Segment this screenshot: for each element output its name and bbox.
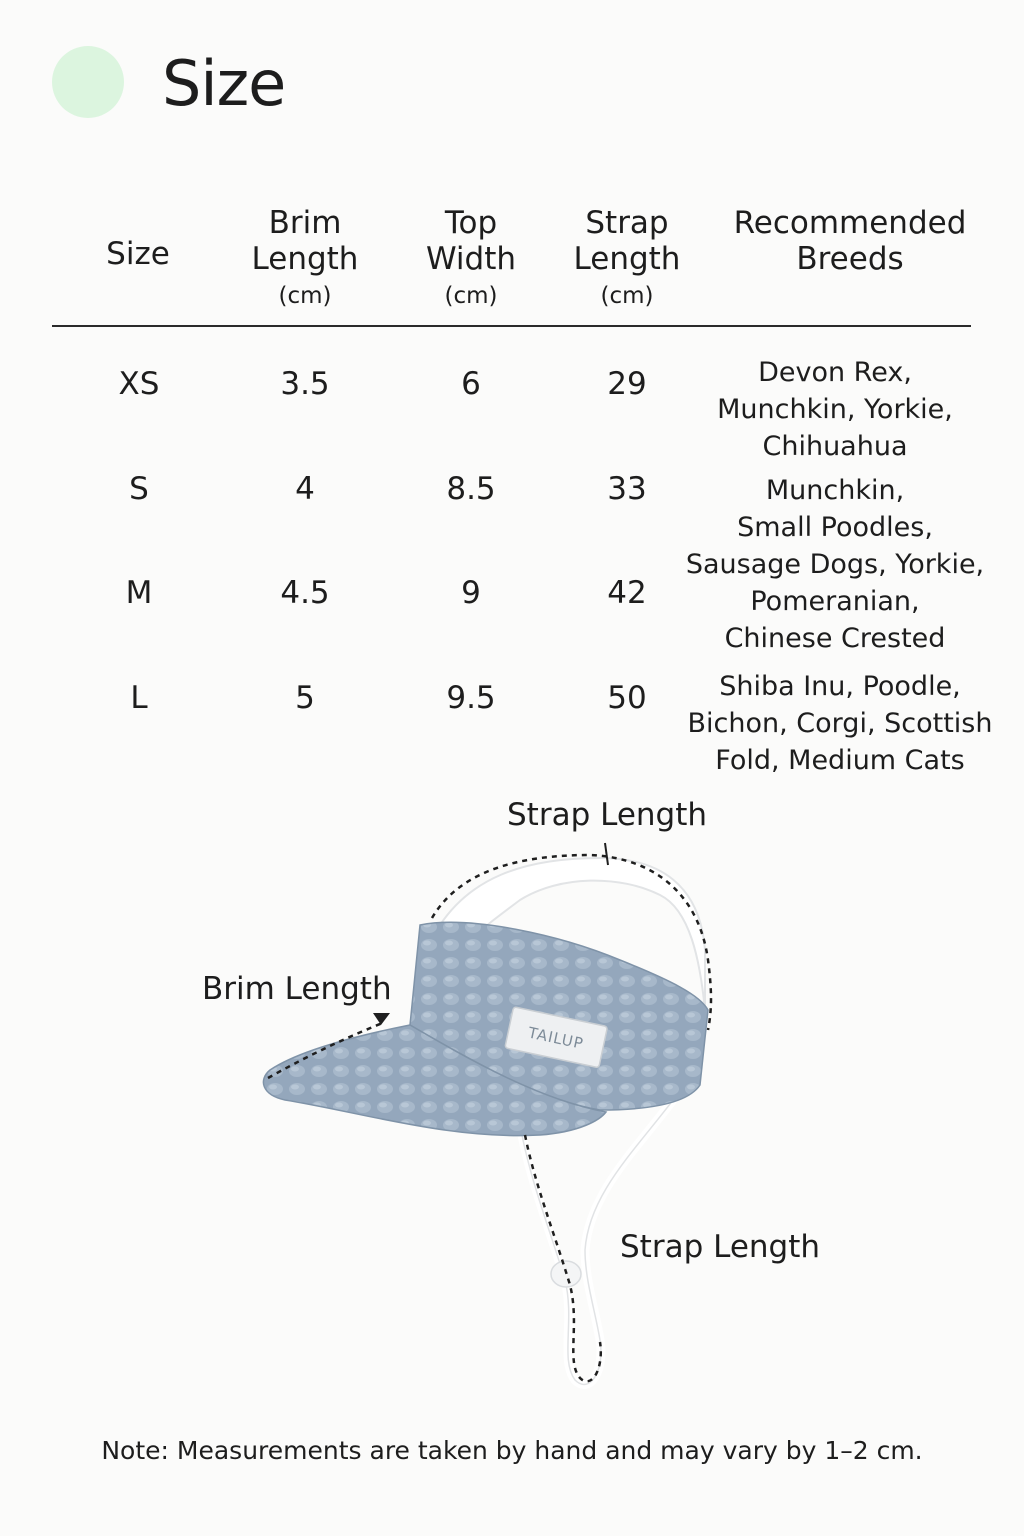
breeds-s-m-line: Sausage Dogs, Yorkie, — [685, 549, 985, 580]
breeds-l-line: Bichon, Corgi, Scottish — [687, 708, 993, 739]
table-row-m-strap: 42 — [607, 575, 647, 611]
table-row-l-brim: 5 — [295, 680, 315, 716]
table-row-l-size: L — [130, 680, 148, 716]
strap-length-top-label: Strap Length — [507, 797, 708, 833]
table-row-xs-strap: 29 — [607, 366, 647, 402]
brim-arrow — [373, 1013, 390, 1025]
table-row-xs-top: 6 — [461, 366, 481, 402]
table-row-s-size: S — [129, 471, 149, 507]
table-row-m-top: 9 — [461, 575, 481, 611]
breeds-s-m-line: Munchkin, — [765, 475, 905, 506]
table-row-xs-size: XS — [118, 366, 160, 402]
strap-length-bottom-label: Strap Length — [620, 1229, 821, 1265]
brim-length-label: Brim Length — [202, 971, 392, 1007]
breeds-xs-line: Devon Rex, — [758, 357, 912, 388]
breeds-xs-line: Munchkin, Yorkie, — [717, 394, 953, 425]
table-row-m-brim: 4.5 — [280, 575, 330, 611]
col-brim-unit: (cm) — [278, 283, 332, 309]
col-top-line2: Width — [425, 241, 517, 277]
hat-brand-label: TAILUP — [526, 1023, 586, 1053]
table-row-s-strap: 33 — [607, 471, 647, 507]
col-size-label: Size — [106, 236, 170, 272]
col-breeds-line2: Breeds — [796, 241, 904, 277]
col-top-unit: (cm) — [444, 283, 498, 309]
breeds-xs-line: Chihuahua — [762, 431, 908, 462]
table-row-m-size: M — [125, 575, 153, 611]
breeds-s-m-line: Pomeranian, — [750, 586, 920, 617]
breeds-s-m-line: Chinese Crested — [724, 623, 946, 654]
col-strap-unit: (cm) — [600, 283, 654, 309]
col-strap-line2: Length — [573, 241, 681, 277]
col-brim-line1: Brim — [268, 205, 342, 241]
col-breeds-line1: Recommended — [733, 205, 967, 241]
breeds-s-m-line: Small Poodles, — [737, 512, 933, 543]
table-row-l-top: 9.5 — [446, 680, 496, 716]
col-top-line1: Top — [444, 205, 498, 241]
page-title: Size — [162, 47, 286, 120]
table-row-xs-brim: 3.5 — [280, 366, 330, 402]
table-row-l-strap: 50 — [607, 680, 647, 716]
breeds-l-line: Shiba Inu, Poodle, — [719, 671, 961, 702]
col-brim-line2: Length — [251, 241, 359, 277]
breeds-l-line: Fold, Medium Cats — [715, 745, 965, 776]
measurement-note: Note: Measurements are taken by hand and may vary by 1–2 cm. — [101, 1436, 923, 1465]
table-row-s-brim: 4 — [295, 471, 315, 507]
col-strap-line1: Strap — [585, 205, 669, 241]
table-row-s-top: 8.5 — [446, 471, 496, 507]
